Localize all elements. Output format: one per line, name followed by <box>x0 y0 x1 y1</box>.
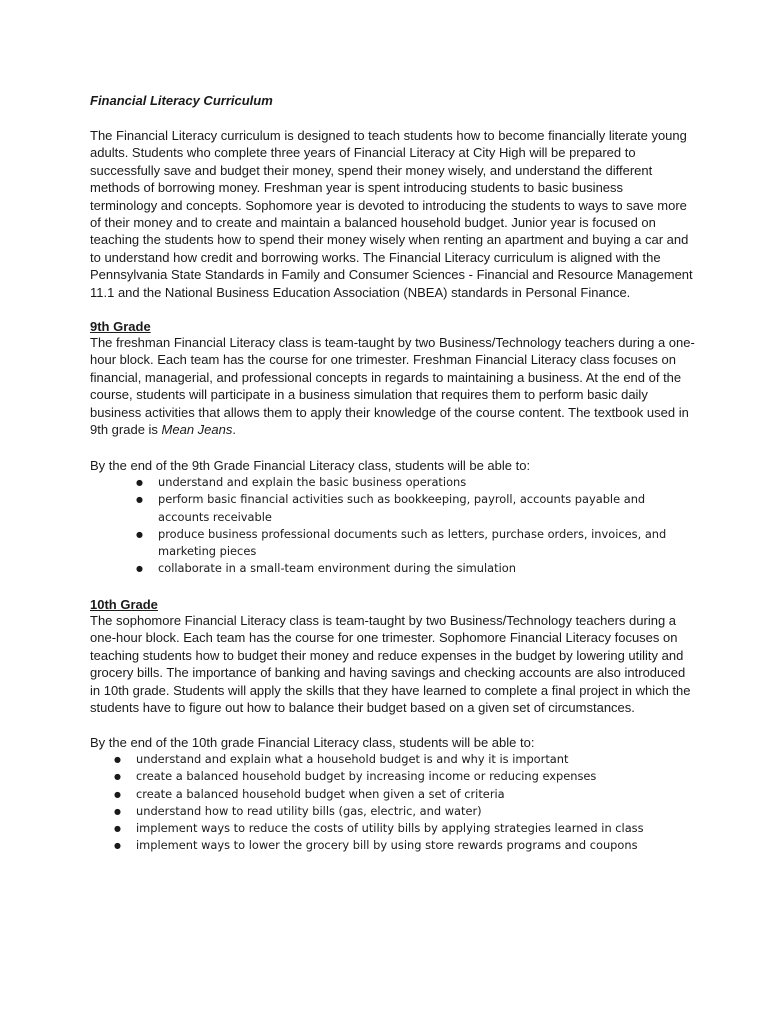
grade9-line: The freshman Financial Literacy class is team-taught by two Business/Technology teachers during a one- <box>90 335 695 350</box>
intro-line: adults. Students who complete three years of Financial Literacy at City High will be prepared to <box>90 145 636 161</box>
list-item-text: understand and explain the basic business operations <box>158 475 467 489</box>
bullet-icon: ● <box>114 755 121 764</box>
bullet-icon: ● <box>114 824 121 834</box>
bullet-icon: ● <box>136 478 143 487</box>
list-item-text: produce business professional documents such as letters, purchase orders, invoices, and <box>158 526 667 541</box>
grade9-line: financial, managerial, and professional concepts in regards to maintaining a business. At the end of the <box>90 369 682 385</box>
list-item <box>114 751 644 768</box>
grade10-outcomes-list <box>114 751 644 855</box>
grade9-line: hour block. Each team has the course for one trimester. Freshman Financial Literacy class focuses on <box>90 352 676 368</box>
list-item <box>114 768 644 785</box>
grade10-line: grocery bills. The importance of banking and having savings and checking accounts are also introduced <box>90 665 686 681</box>
list-item-text: create a balanced household budget when given a set of criteria <box>136 786 505 801</box>
list-item-text: implement ways to lower the grocery bill by using store rewards programs and coupons <box>136 838 638 853</box>
grade10-line: The sophomore Financial Literacy class is team-taught by two Business/Technology teachers during a <box>90 613 677 628</box>
list-item <box>114 786 644 803</box>
bullet-icon: ● <box>136 495 143 505</box>
list-item <box>136 526 666 561</box>
grade9-last-line-suffix: . <box>232 422 236 438</box>
bullet-icon: ● <box>114 806 121 816</box>
grade10-line: teaching students how to budget their money and reduce expenses in the budget by lowering utility and <box>90 647 684 663</box>
bullet-icon: ● <box>114 841 121 851</box>
grade10-line: in 10th grade. Students will apply the skills that they have learned to complete a final project in which the <box>90 682 691 698</box>
intro-line: successfully save and budget their money, spend their money wisely, and understand the different <box>90 162 653 178</box>
bullet-icon: ● <box>136 529 143 539</box>
list-item-text: understand and explain what a household budget is and why it is important <box>136 752 569 766</box>
list-item <box>136 491 666 526</box>
grade9-outcomes-list <box>136 474 666 578</box>
list-item-text-continued: accounts receivable <box>158 509 272 524</box>
intro-line: Pennsylvania State Standards in Family and Consumer Sciences - Financial and Resource Management <box>90 267 693 283</box>
list-item <box>136 560 666 577</box>
list-item-text-continued: marketing pieces <box>158 544 257 559</box>
list-item <box>136 474 666 491</box>
grade9-heading: 9th Grade <box>90 319 151 334</box>
bullet-icon: ● <box>136 564 143 574</box>
grade10-line: one-hour block. Each team has the course for one trimester. Sophomore Financial Literacy focuses on <box>90 630 678 646</box>
grade10-heading: 10th Grade <box>90 597 158 612</box>
textbook-title: Mean Jeans <box>161 422 233 438</box>
list-item <box>114 837 644 854</box>
list-item-text: collaborate in a small-team environment during the simulation <box>158 561 516 576</box>
intro-paragraph <box>90 127 693 301</box>
grade9-line: course, students will participate in a business simulation that requires them to perform basic daily <box>90 387 648 403</box>
intro-line: The Financial Literacy curriculum is designed to teach students how to become financially literate young <box>90 128 687 143</box>
grade9-line: business activities that allows them to apply their knowledge of the course content. The textbook used in <box>90 404 689 420</box>
grade10-paragraph <box>90 612 690 716</box>
list-item-text: implement ways to reduce the costs of utility bills by applying strategies learned in class <box>136 821 644 836</box>
intro-line: teaching the students how to spend their money wisely when renting an apartment and buying a car and <box>90 232 689 248</box>
intro-line: terminology and concepts. Sophomore year is devoted to introducing the students to ways to save more <box>90 197 687 213</box>
grade9-paragraph <box>90 334 695 438</box>
bullet-icon: ● <box>114 789 121 799</box>
list-item-text: understand how to read utility bills (gas, electric, and water) <box>136 803 482 818</box>
grade9-last-line <box>90 421 690 438</box>
grade9-outcomes-lead: By the end of the 9th Grade Financial Literacy class, students will be able to: <box>90 458 531 473</box>
grade9-last-line-prefix: 9th grade is <box>90 422 162 438</box>
list-item <box>114 803 644 820</box>
list-item <box>114 820 644 837</box>
intro-line: 11.1 and the National Business Education Association (NBEA) standards in Personal Finance. <box>90 284 631 300</box>
list-item-text: create a balanced household budget by increasing income or reducing expenses <box>136 769 597 784</box>
grade10-outcomes-lead: By the end of the 10th grade Financial Literacy class, students will be able to: <box>90 735 535 750</box>
intro-line: to understand how credit and borrowing works. The Financial Literacy curriculum is aligned with the <box>90 249 661 265</box>
intro-line: methods of borrowing money. Freshman year is spent introducing students to basic business <box>90 180 624 196</box>
intro-line: of their money and to create and maintain a balanced household budget. Junior year is focused on <box>90 215 656 231</box>
bullet-icon: ● <box>114 772 121 782</box>
grade10-line: students have to figure out how to balance their budget based on a given set of circumstances. <box>90 700 635 716</box>
list-item-text: perform basic financial activities such as bookkeeping, payroll, accounts payable and <box>158 492 646 507</box>
document-title: Financial Literacy Curriculum <box>90 93 273 108</box>
